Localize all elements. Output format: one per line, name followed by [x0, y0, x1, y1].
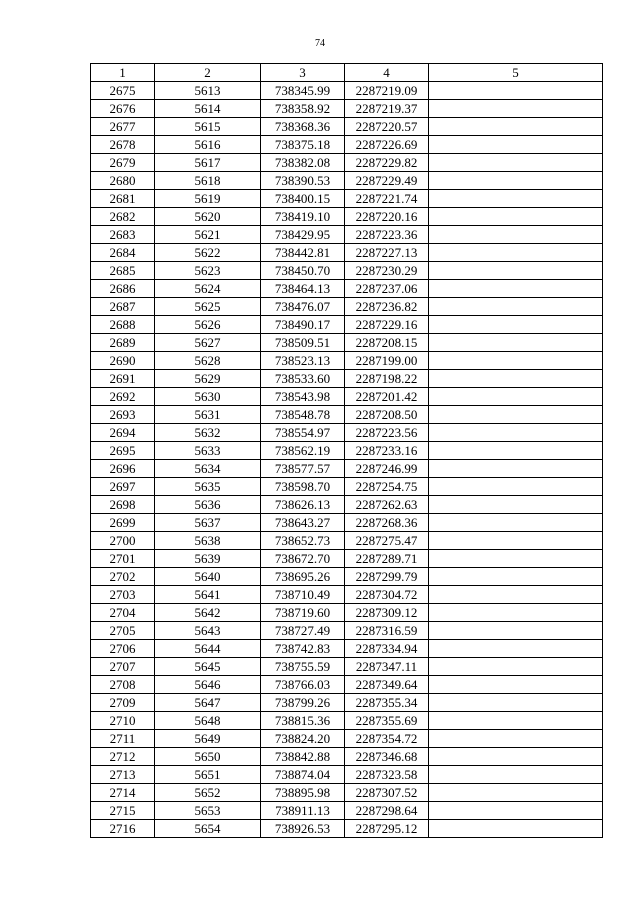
table-row [91, 460, 603, 478]
y-coordinate-cell: 2287230.29 [345, 262, 429, 280]
table-row [91, 586, 603, 604]
y-coordinate-cell: 2287221.74 [345, 190, 429, 208]
y-coordinate-cell: 2287268.36 [345, 514, 429, 532]
y-coordinate-cell: 2287229.49 [345, 172, 429, 190]
table-row [91, 316, 603, 334]
note-cell [429, 478, 603, 496]
note-cell [429, 748, 603, 766]
table-row [91, 280, 603, 298]
table-row [91, 406, 603, 424]
note-cell [429, 712, 603, 730]
note-cell [429, 730, 603, 748]
table-header-row [91, 64, 603, 82]
row-number-cell: 2703 [91, 586, 155, 604]
note-cell [429, 550, 603, 568]
y-coordinate-cell: 2287289.71 [345, 550, 429, 568]
y-coordinate-cell: 2287275.47 [345, 532, 429, 550]
point-number-cell: 5621 [155, 226, 261, 244]
point-number-cell: 5644 [155, 640, 261, 658]
note-cell [429, 532, 603, 550]
y-coordinate-cell: 2287307.52 [345, 784, 429, 802]
note-cell [429, 460, 603, 478]
point-number-cell: 5637 [155, 514, 261, 532]
point-number-cell: 5620 [155, 208, 261, 226]
point-number-cell: 5629 [155, 370, 261, 388]
x-coordinate-cell: 738543.98 [261, 388, 345, 406]
table-row [91, 352, 603, 370]
table-row [91, 676, 603, 694]
x-coordinate-cell: 738429.95 [261, 226, 345, 244]
column-header-2: 2 [155, 64, 261, 82]
x-coordinate-cell: 738562.19 [261, 442, 345, 460]
row-number-cell: 2712 [91, 748, 155, 766]
table-row [91, 820, 603, 838]
note-cell [429, 172, 603, 190]
x-coordinate-cell: 738643.27 [261, 514, 345, 532]
x-coordinate-cell: 738895.98 [261, 784, 345, 802]
table-row [91, 478, 603, 496]
note-cell [429, 316, 603, 334]
note-cell [429, 208, 603, 226]
y-coordinate-cell: 2287229.82 [345, 154, 429, 172]
note-cell [429, 496, 603, 514]
point-number-cell: 5647 [155, 694, 261, 712]
y-coordinate-cell: 2287229.16 [345, 316, 429, 334]
table-row [91, 622, 603, 640]
row-number-cell: 2694 [91, 424, 155, 442]
point-number-cell: 5623 [155, 262, 261, 280]
y-coordinate-cell: 2287208.50 [345, 406, 429, 424]
point-number-cell: 5622 [155, 244, 261, 262]
y-coordinate-cell: 2287220.57 [345, 118, 429, 136]
coordinates-table [90, 63, 603, 838]
point-number-cell: 5634 [155, 460, 261, 478]
point-number-cell: 5636 [155, 496, 261, 514]
row-number-cell: 2707 [91, 658, 155, 676]
row-number-cell: 2688 [91, 316, 155, 334]
y-coordinate-cell: 2287262.63 [345, 496, 429, 514]
note-cell [429, 658, 603, 676]
note-cell [429, 136, 603, 154]
row-number-cell: 2715 [91, 802, 155, 820]
row-number-cell: 2716 [91, 820, 155, 838]
row-number-cell: 2681 [91, 190, 155, 208]
table-row [91, 640, 603, 658]
y-coordinate-cell: 2287219.37 [345, 100, 429, 118]
point-number-cell: 5624 [155, 280, 261, 298]
table-row [91, 208, 603, 226]
table-row [91, 298, 603, 316]
row-number-cell: 2689 [91, 334, 155, 352]
y-coordinate-cell: 2287309.12 [345, 604, 429, 622]
x-coordinate-cell: 738450.70 [261, 262, 345, 280]
y-coordinate-cell: 2287354.72 [345, 730, 429, 748]
row-number-cell: 2697 [91, 478, 155, 496]
y-coordinate-cell: 2287236.82 [345, 298, 429, 316]
note-cell [429, 424, 603, 442]
point-number-cell: 5619 [155, 190, 261, 208]
y-coordinate-cell: 2287316.59 [345, 622, 429, 640]
point-number-cell: 5628 [155, 352, 261, 370]
point-number-cell: 5633 [155, 442, 261, 460]
row-number-cell: 2680 [91, 172, 155, 190]
point-number-cell: 5616 [155, 136, 261, 154]
note-cell [429, 784, 603, 802]
table-row [91, 136, 603, 154]
x-coordinate-cell: 738400.15 [261, 190, 345, 208]
point-number-cell: 5638 [155, 532, 261, 550]
x-coordinate-cell: 738815.36 [261, 712, 345, 730]
x-coordinate-cell: 738755.59 [261, 658, 345, 676]
row-number-cell: 2702 [91, 568, 155, 586]
row-number-cell: 2691 [91, 370, 155, 388]
x-coordinate-cell: 738911.13 [261, 802, 345, 820]
point-number-cell: 5627 [155, 334, 261, 352]
table-row [91, 784, 603, 802]
note-cell [429, 568, 603, 586]
y-coordinate-cell: 2287254.75 [345, 478, 429, 496]
table-row [91, 802, 603, 820]
note-cell [429, 604, 603, 622]
note-cell [429, 586, 603, 604]
x-coordinate-cell: 738719.60 [261, 604, 345, 622]
x-coordinate-cell: 738476.07 [261, 298, 345, 316]
column-header-1: 1 [91, 64, 155, 82]
x-coordinate-cell: 738799.26 [261, 694, 345, 712]
row-number-cell: 2706 [91, 640, 155, 658]
y-coordinate-cell: 2287323.58 [345, 766, 429, 784]
table-row [91, 262, 603, 280]
note-cell [429, 334, 603, 352]
point-number-cell: 5654 [155, 820, 261, 838]
row-number-cell: 2676 [91, 100, 155, 118]
note-cell [429, 118, 603, 136]
row-number-cell: 2686 [91, 280, 155, 298]
x-coordinate-cell: 738442.81 [261, 244, 345, 262]
y-coordinate-cell: 2287233.16 [345, 442, 429, 460]
column-header-4: 4 [345, 64, 429, 82]
table-row [91, 532, 603, 550]
table-row [91, 190, 603, 208]
note-cell [429, 280, 603, 298]
column-header-3: 3 [261, 64, 345, 82]
table-row [91, 568, 603, 586]
x-coordinate-cell: 738358.92 [261, 100, 345, 118]
point-number-cell: 5640 [155, 568, 261, 586]
y-coordinate-cell: 2287347.11 [345, 658, 429, 676]
note-cell [429, 298, 603, 316]
point-number-cell: 5645 [155, 658, 261, 676]
table-row [91, 100, 603, 118]
y-coordinate-cell: 2287295.12 [345, 820, 429, 838]
row-number-cell: 2678 [91, 136, 155, 154]
table-row [91, 154, 603, 172]
x-coordinate-cell: 738824.20 [261, 730, 345, 748]
x-coordinate-cell: 738626.13 [261, 496, 345, 514]
point-number-cell: 5652 [155, 784, 261, 802]
x-coordinate-cell: 738766.03 [261, 676, 345, 694]
table-row [91, 118, 603, 136]
table-row [91, 766, 603, 784]
x-coordinate-cell: 738577.57 [261, 460, 345, 478]
table-row [91, 82, 603, 100]
x-coordinate-cell: 738419.10 [261, 208, 345, 226]
x-coordinate-cell: 738464.13 [261, 280, 345, 298]
point-number-cell: 5632 [155, 424, 261, 442]
x-coordinate-cell: 738490.17 [261, 316, 345, 334]
note-cell [429, 442, 603, 460]
table-row [91, 496, 603, 514]
note-cell [429, 622, 603, 640]
y-coordinate-cell: 2287199.00 [345, 352, 429, 370]
y-coordinate-cell: 2287226.69 [345, 136, 429, 154]
x-coordinate-cell: 738695.26 [261, 568, 345, 586]
y-coordinate-cell: 2287355.69 [345, 712, 429, 730]
row-number-cell: 2699 [91, 514, 155, 532]
note-cell [429, 154, 603, 172]
row-number-cell: 2692 [91, 388, 155, 406]
y-coordinate-cell: 2287349.64 [345, 676, 429, 694]
point-number-cell: 5653 [155, 802, 261, 820]
y-coordinate-cell: 2287304.72 [345, 586, 429, 604]
row-number-cell: 2709 [91, 694, 155, 712]
page-number: 74 [315, 38, 325, 49]
x-coordinate-cell: 738842.88 [261, 748, 345, 766]
row-number-cell: 2704 [91, 604, 155, 622]
note-cell [429, 676, 603, 694]
point-number-cell: 5617 [155, 154, 261, 172]
row-number-cell: 2693 [91, 406, 155, 424]
point-number-cell: 5630 [155, 388, 261, 406]
table-row [91, 694, 603, 712]
y-coordinate-cell: 2287198.22 [345, 370, 429, 388]
table-row [91, 730, 603, 748]
y-coordinate-cell: 2287346.68 [345, 748, 429, 766]
point-number-cell: 5618 [155, 172, 261, 190]
note-cell [429, 388, 603, 406]
table-row [91, 442, 603, 460]
x-coordinate-cell: 738345.99 [261, 82, 345, 100]
row-number-cell: 2682 [91, 208, 155, 226]
y-coordinate-cell: 2287334.94 [345, 640, 429, 658]
row-number-cell: 2713 [91, 766, 155, 784]
note-cell [429, 820, 603, 838]
point-number-cell: 5643 [155, 622, 261, 640]
point-number-cell: 5626 [155, 316, 261, 334]
note-cell [429, 640, 603, 658]
table-row [91, 172, 603, 190]
x-coordinate-cell: 738926.53 [261, 820, 345, 838]
table-row [91, 658, 603, 676]
point-number-cell: 5625 [155, 298, 261, 316]
row-number-cell: 2679 [91, 154, 155, 172]
row-number-cell: 2687 [91, 298, 155, 316]
table-row [91, 244, 603, 262]
row-number-cell: 2683 [91, 226, 155, 244]
x-coordinate-cell: 738598.70 [261, 478, 345, 496]
x-coordinate-cell: 738874.04 [261, 766, 345, 784]
row-number-cell: 2700 [91, 532, 155, 550]
point-number-cell: 5641 [155, 586, 261, 604]
x-coordinate-cell: 738742.83 [261, 640, 345, 658]
row-number-cell: 2690 [91, 352, 155, 370]
table-row [91, 748, 603, 766]
x-coordinate-cell: 738554.97 [261, 424, 345, 442]
y-coordinate-cell: 2287299.79 [345, 568, 429, 586]
row-number-cell: 2711 [91, 730, 155, 748]
row-number-cell: 2714 [91, 784, 155, 802]
note-cell [429, 370, 603, 388]
y-coordinate-cell: 2287201.42 [345, 388, 429, 406]
note-cell [429, 694, 603, 712]
point-number-cell: 5642 [155, 604, 261, 622]
row-number-cell: 2685 [91, 262, 155, 280]
y-coordinate-cell: 2287220.16 [345, 208, 429, 226]
point-number-cell: 5614 [155, 100, 261, 118]
row-number-cell: 2705 [91, 622, 155, 640]
row-number-cell: 2695 [91, 442, 155, 460]
point-number-cell: 5635 [155, 478, 261, 496]
x-coordinate-cell: 738375.18 [261, 136, 345, 154]
y-coordinate-cell: 2287208.15 [345, 334, 429, 352]
point-number-cell: 5646 [155, 676, 261, 694]
note-cell [429, 802, 603, 820]
table-row [91, 424, 603, 442]
note-cell [429, 406, 603, 424]
y-coordinate-cell: 2287355.34 [345, 694, 429, 712]
note-cell [429, 82, 603, 100]
note-cell [429, 226, 603, 244]
note-cell [429, 190, 603, 208]
x-coordinate-cell: 738390.53 [261, 172, 345, 190]
y-coordinate-cell: 2287246.99 [345, 460, 429, 478]
point-number-cell: 5649 [155, 730, 261, 748]
table-row [91, 388, 603, 406]
x-coordinate-cell: 738368.36 [261, 118, 345, 136]
y-coordinate-cell: 2287227.13 [345, 244, 429, 262]
x-coordinate-cell: 738382.08 [261, 154, 345, 172]
x-coordinate-cell: 738652.73 [261, 532, 345, 550]
row-number-cell: 2677 [91, 118, 155, 136]
note-cell [429, 352, 603, 370]
table-row [91, 370, 603, 388]
row-number-cell: 2696 [91, 460, 155, 478]
table-row [91, 514, 603, 532]
note-cell [429, 514, 603, 532]
note-cell [429, 100, 603, 118]
row-number-cell: 2708 [91, 676, 155, 694]
row-number-cell: 2698 [91, 496, 155, 514]
note-cell [429, 244, 603, 262]
x-coordinate-cell: 738672.70 [261, 550, 345, 568]
y-coordinate-cell: 2287223.56 [345, 424, 429, 442]
note-cell [429, 766, 603, 784]
x-coordinate-cell: 738509.51 [261, 334, 345, 352]
point-number-cell: 5615 [155, 118, 261, 136]
row-number-cell: 2710 [91, 712, 155, 730]
x-coordinate-cell: 738533.60 [261, 370, 345, 388]
point-number-cell: 5648 [155, 712, 261, 730]
table-row [91, 550, 603, 568]
row-number-cell: 2701 [91, 550, 155, 568]
point-number-cell: 5613 [155, 82, 261, 100]
y-coordinate-cell: 2287237.06 [345, 280, 429, 298]
x-coordinate-cell: 738710.49 [261, 586, 345, 604]
table-row [91, 712, 603, 730]
point-number-cell: 5631 [155, 406, 261, 424]
x-coordinate-cell: 738523.13 [261, 352, 345, 370]
y-coordinate-cell: 2287223.36 [345, 226, 429, 244]
x-coordinate-cell: 738727.49 [261, 622, 345, 640]
row-number-cell: 2675 [91, 82, 155, 100]
point-number-cell: 5651 [155, 766, 261, 784]
note-cell [429, 262, 603, 280]
row-number-cell: 2684 [91, 244, 155, 262]
table-row [91, 226, 603, 244]
point-number-cell: 5639 [155, 550, 261, 568]
point-number-cell: 5650 [155, 748, 261, 766]
y-coordinate-cell: 2287298.64 [345, 802, 429, 820]
y-coordinate-cell: 2287219.09 [345, 82, 429, 100]
column-header-5: 5 [429, 64, 603, 82]
table-row [91, 604, 603, 622]
table-row [91, 334, 603, 352]
x-coordinate-cell: 738548.78 [261, 406, 345, 424]
table-body [91, 82, 603, 838]
